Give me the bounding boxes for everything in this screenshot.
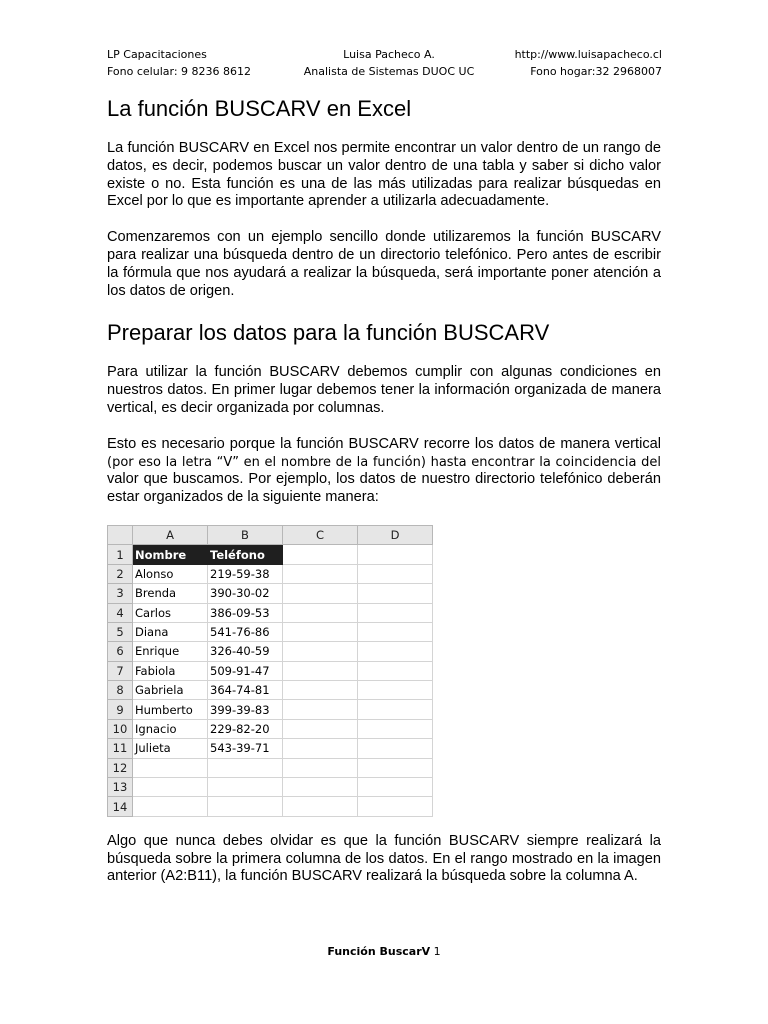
sheet-row — [108, 739, 433, 758]
page-number: 1 — [433, 945, 441, 958]
sheet-row — [108, 584, 433, 603]
header-author: Luisa Pacheco A. — [343, 48, 435, 61]
paragraph-vertical-part2: (por eso la letra “V” en el nombre de la función) hasta encontrar la coincidencia del — [107, 454, 661, 470]
sheet-cell-phone: 219-59-38 — [208, 564, 283, 583]
sheet-cell-name: Humberto — [133, 700, 208, 719]
sheet-cell-empty — [283, 564, 358, 583]
sheet-cell-empty — [283, 584, 358, 603]
sheet-row — [108, 661, 433, 680]
sheet-row — [108, 719, 433, 738]
sheet-row — [108, 545, 433, 564]
sheet-cell-empty — [358, 622, 433, 641]
sheet-header-cell: Nombre — [133, 545, 208, 564]
paragraph-vertical-part3: valor que buscamos. Por ejemplo, los datos de nuestro directorio telefónico deberán estar organizados de la siguiente manera: — [107, 471, 661, 506]
header-company: LP Capacitaciones — [107, 48, 207, 61]
sheet-cell-name: Julieta — [133, 739, 208, 758]
sheet-cell-name: Enrique — [133, 642, 208, 661]
sheet-cell-empty — [358, 681, 433, 700]
sheet-row — [108, 758, 433, 777]
sheet-cell-empty — [358, 603, 433, 622]
sheet-column-header: B — [208, 525, 283, 544]
sheet-cell-empty — [283, 622, 358, 641]
sheet-cell-name: Alonso — [133, 564, 208, 583]
sheet-row-number: 12 — [108, 758, 133, 777]
sheet-cell-phone: 229-82-20 — [208, 719, 283, 738]
sheet-cell-phone: 390-30-02 — [208, 584, 283, 603]
sheet-column-header: D — [358, 525, 433, 544]
sheet-row-number: 5 — [108, 622, 133, 641]
header-mobile-phone: Fono celular: 9 8236 8612 — [107, 65, 252, 78]
sheet-cell-empty — [358, 584, 433, 603]
sheet-cell-empty — [358, 564, 433, 583]
sheet-cell-empty — [358, 661, 433, 680]
paragraph-first-column: Algo que nunca debes olvidar es que la función BUSCARV siempre realizará la búsqueda sobre la primera columna de los datos. En el rango mostrado en la imagen anterior (A2:B11), la función BUSCARV realizará la búsqueda sobre la columna A. — [107, 832, 661, 885]
sheet-cell-phone: 386-09-53 — [208, 603, 283, 622]
sheet-cell-name: Gabriela — [133, 681, 208, 700]
sheet-row — [108, 642, 433, 661]
sheet-cell-empty — [283, 603, 358, 622]
sheet-cell-empty — [358, 778, 433, 797]
sheet-row-number: 13 — [108, 778, 133, 797]
sheet-row — [108, 700, 433, 719]
sheet-row-number: 1 — [108, 545, 133, 564]
sheet-cell-phone: 541-76-86 — [208, 622, 283, 641]
sheet-column-header-row — [108, 525, 433, 544]
sheet-cell-name — [133, 758, 208, 777]
sheet-cell-name: Carlos — [133, 603, 208, 622]
sheet-cell-empty — [283, 681, 358, 700]
sheet-cell-empty — [283, 739, 358, 758]
footer-label: Función BuscarV — [327, 945, 431, 958]
sheet-cell-phone: 399-39-83 — [208, 700, 283, 719]
sheet-cell-phone: 543-39-71 — [208, 739, 283, 758]
paragraph-example: Comenzaremos con un ejemplo sencillo donde utilizaremos la función BUSCARV para realizar una búsqueda dentro de un directorio telefónico. Pero antes de escribir la fórmula que nos ayudará a realizar la búsqueda, será importante poner atención a los datos de origen. — [107, 229, 661, 299]
paragraph-conditions: Para utilizar la función BUSCARV debemos cumplir con algunas condiciones en nuestros datos. En primer lugar debemos tener la información organizada de manera vertical, es decir organizada por columnas. — [107, 364, 661, 416]
header-website[interactable]: http://www.luisapacheco.cl — [514, 48, 662, 61]
sheet-row-number: 6 — [108, 642, 133, 661]
sheet-row — [108, 681, 433, 700]
header-left — [107, 46, 251, 80]
sheet-cell-phone — [208, 778, 283, 797]
sheet-cell-empty — [358, 719, 433, 738]
page-footer — [0, 945, 768, 958]
sheet-cell-empty — [358, 758, 433, 777]
sheet-corner-cell — [108, 525, 133, 544]
sheet-row-number: 11 — [108, 739, 133, 758]
sheet-row-number: 14 — [108, 797, 133, 816]
sheet-row-number: 4 — [108, 603, 133, 622]
sheet-cell-phone — [208, 797, 283, 816]
sheet-cell-phone — [208, 758, 283, 777]
sheet-cell-name — [133, 797, 208, 816]
sheet-cell-empty — [358, 797, 433, 816]
sheet-row-number: 7 — [108, 661, 133, 680]
sheet-row — [108, 622, 433, 641]
sheet-row — [108, 603, 433, 622]
sheet-cell-name: Brenda — [133, 584, 208, 603]
sheet-column-header: C — [283, 525, 358, 544]
sheet-cell-phone: 509-91-47 — [208, 661, 283, 680]
sheet-cell-name: Ignacio — [133, 719, 208, 738]
sheet-row-number: 3 — [108, 584, 133, 603]
sheet-row-number: 10 — [108, 719, 133, 738]
spreadsheet-image — [107, 525, 433, 817]
sheet-cell-empty — [358, 739, 433, 758]
sheet-row-number: 9 — [108, 700, 133, 719]
sheet-cell-empty — [283, 778, 358, 797]
sheet-cell-empty — [283, 758, 358, 777]
paragraph-vertical-part1: Esto es necesario porque la función BUSCARV recorre los datos de manera vertical — [107, 435, 661, 452]
sheet-cell-empty — [283, 545, 358, 564]
sheet-row — [108, 564, 433, 583]
sheet-row-number: 8 — [108, 681, 133, 700]
header-center — [299, 46, 479, 80]
sheet-header-cell: Teléfono — [208, 545, 283, 564]
page-title: La función BUSCARV en Excel — [107, 96, 412, 121]
sheet-cell-phone: 364-74-81 — [208, 681, 283, 700]
sheet-cell-empty — [283, 797, 358, 816]
sheet-cell-empty — [283, 719, 358, 738]
sheet-cell-empty — [283, 661, 358, 680]
sheet-column-header: A — [133, 525, 208, 544]
sheet-cell-empty — [358, 700, 433, 719]
header-home-phone: Fono hogar:32 2968007 — [530, 65, 662, 78]
sheet-cell-name — [133, 778, 208, 797]
header-right — [515, 46, 662, 80]
sheet-cell-empty — [283, 642, 358, 661]
sheet-row — [108, 797, 433, 816]
paragraph-intro: La función BUSCARV en Excel nos permite encontrar un valor dentro de un rango de datos, es decir, podemos buscar un valor dentro de una tabla y saber si dicho valor existe o no. Esta función es una de las más utilizadas para realizar búsquedas en Excel por lo que es importante aprender a utilizarla adecuadamente. — [107, 140, 661, 210]
sheet-cell-phone: 326-40-59 — [208, 642, 283, 661]
sheet-cell-empty — [358, 642, 433, 661]
paragraph-vertical — [107, 436, 661, 507]
sheet-cell-name: Fabiola — [133, 661, 208, 680]
document-body — [107, 94, 661, 904]
sheet-cell-name: Diana — [133, 622, 208, 641]
header-author-role: Analista de Sistemas DUOC UC — [303, 65, 475, 78]
sheet-cell-empty — [283, 700, 358, 719]
sheet-row-number: 2 — [108, 564, 133, 583]
sheet-row — [108, 778, 433, 797]
sheet-cell-empty — [358, 545, 433, 564]
section-title: Preparar los datos para la función BUSCARV — [107, 320, 550, 346]
